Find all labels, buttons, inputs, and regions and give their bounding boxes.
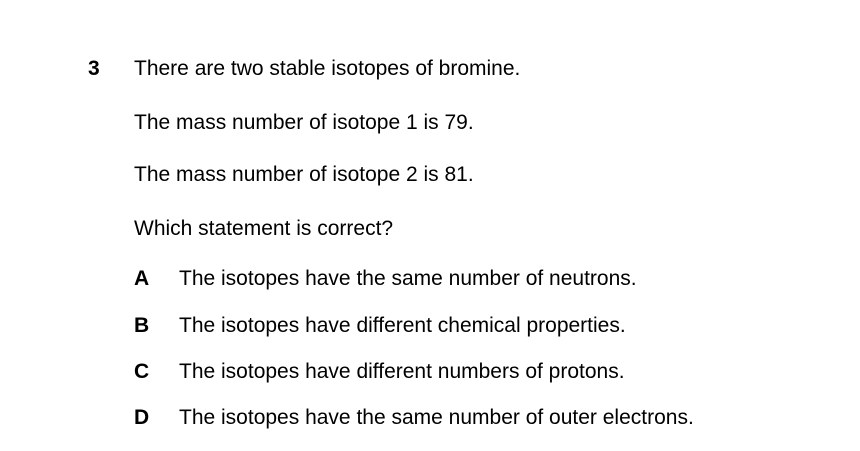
option-letter: A [134, 267, 150, 290]
answer-option-c[interactable] [134, 359, 625, 385]
answer-option-a[interactable] [134, 266, 637, 292]
option-text: The isotopes have different chemical properties. [179, 314, 626, 337]
option-letter: D [134, 406, 150, 429]
option-text: The isotopes have the same number of outer electrons. [179, 406, 694, 429]
question-prompt: Which statement is correct? [134, 217, 394, 240]
option-letter: C [134, 360, 150, 383]
answer-option-d[interactable] [134, 405, 694, 431]
answer-option-b[interactable] [134, 313, 626, 339]
option-text: The isotopes have the same number of neutrons. [179, 267, 637, 290]
question-stem-line-2: The mass number of isotope 1 is 79. [134, 111, 474, 134]
question-stem-line-3: The mass number of isotope 2 is 81. [134, 163, 474, 186]
question-number: 3 [88, 57, 100, 80]
question-stem-line-1: There are two stable isotopes of bromine. [134, 57, 521, 80]
option-text: The isotopes have different numbers of protons. [179, 360, 625, 383]
option-letter: B [134, 314, 150, 337]
